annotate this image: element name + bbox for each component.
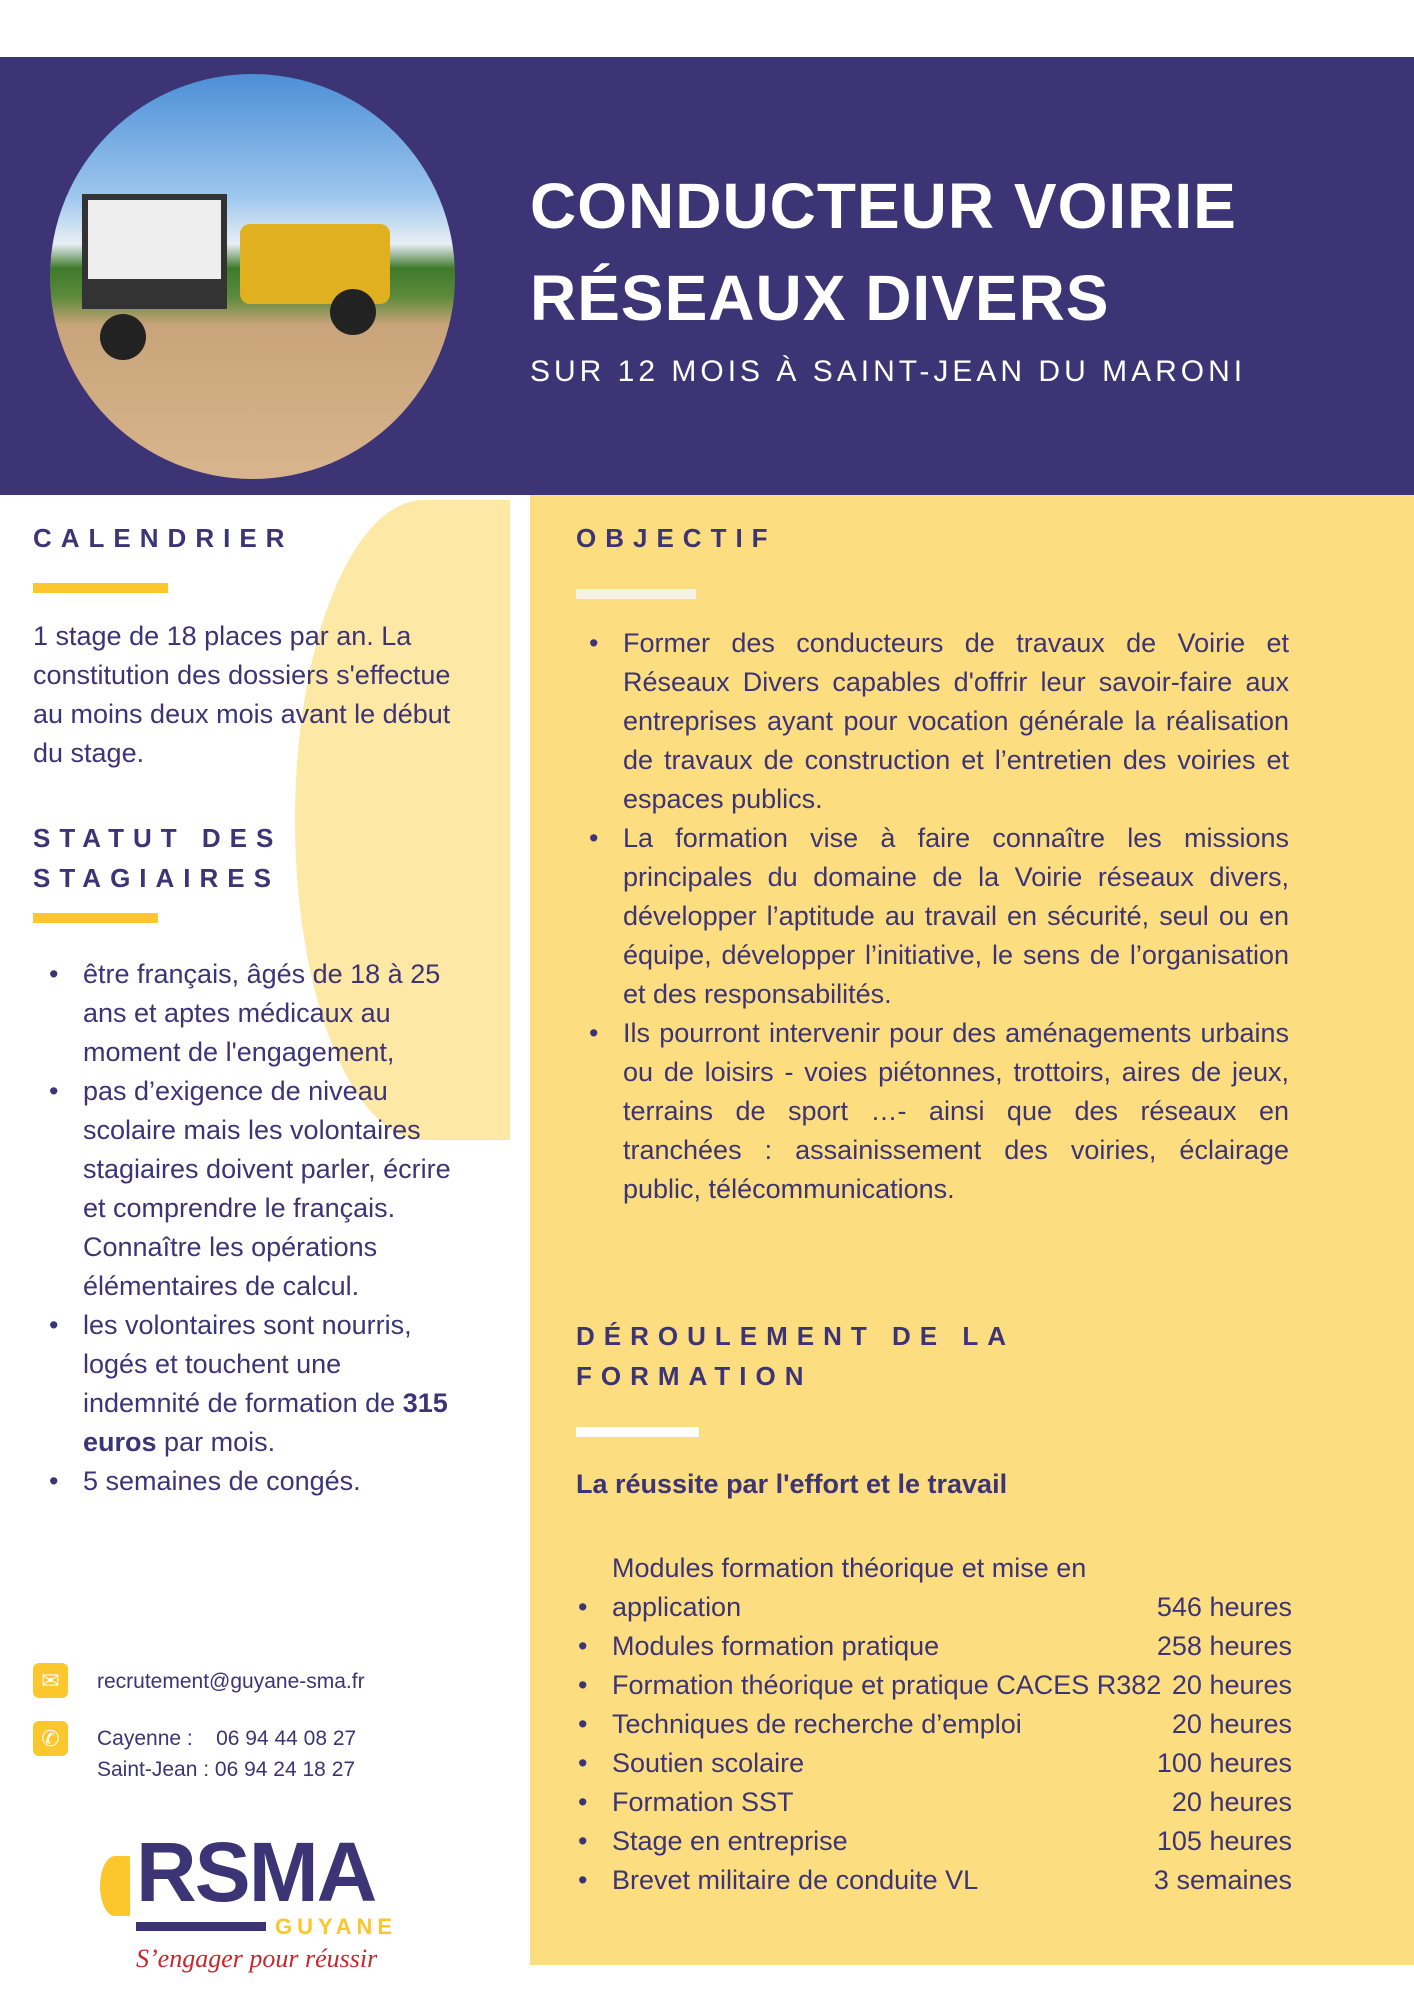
schedule-list [576,1549,1292,1900]
list-item: • Former des conducteurs de travaux de Voirie et Réseaux Divers capables d'offrir leur savoir-faire aux entreprises ayant pour vocation générale la réalisation de travaux de construction et l’entretien des voiries et espaces publics. [573,624,1289,819]
deroulement-heading: DÉROULEMENT DE LA FORMATION [576,1321,1015,1391]
logo-underline [136,1922,266,1931]
logo-region: GUYANE [275,1914,398,1939]
truck-illustration [82,194,227,309]
schedule-item-label: • Modules formation pratique [612,1631,940,1661]
calendrier-text: 1 stage de 18 places par an. La constitution des dossiers s'effectue au moins deux mois avant le début du stage. [33,621,451,768]
page-title: CONDUCTEUR VOIRIE RÉSEAUX DIVERS [530,170,1237,334]
schedule-item-duration: 100 heures [1156,1748,1292,1778]
calendrier-heading: CALENDRIER [33,523,294,553]
list-item: • être français, âgés de 18 à 25 ans et aptes médicaux au moment de l'engagement, [33,955,453,1072]
schedule-item [576,1822,1292,1861]
backhoe-illustration [240,224,390,304]
divider [33,913,158,923]
contact-phones: Cayenne : 06 94 44 08 27 Saint-Jean : 06 94 24 18 27 [97,1727,357,1781]
deroulement-subheading: La réussite par l'effort et le travail [576,1469,1008,1499]
phone-icon: ✆ [33,1721,68,1756]
divider [576,1427,699,1437]
schedule-item [576,1666,1292,1705]
schedule-item-duration: 258 heures [1156,1631,1292,1661]
schedule-item [576,1627,1292,1666]
schedule-item-label: • Techniques de recherche d’emploi [612,1709,1022,1739]
logo-tagline: S’engager pour réussir [136,1944,378,1973]
schedule-item-duration: 546 heures [1156,1592,1292,1622]
wheel [100,314,146,360]
divider [33,583,168,593]
statut-list [33,955,453,1501]
schedule-item-label: • Soutien scolaire [612,1748,805,1778]
list-item: • pas d’exigence de niveau scolaire mais les volontaires stagiaires doivent parler, écrire et comprendre le français. Connaître les opérations élémentaires de calcul. [33,1072,453,1306]
logo-name: RSMA [136,1825,376,1919]
list-item: • 5 semaines de congés. [33,1462,453,1501]
schedule-item-label: • Stage en entreprise [612,1826,848,1856]
schedule-item [576,1549,1292,1627]
statut-heading: STATUT DES STAGIAIRES [33,823,283,893]
schedule-item-label: • Brevet militaire de conduite VL [612,1865,979,1895]
wheel [330,289,376,335]
objectif-heading: OBJECTIF [576,523,777,553]
rsma-logo [100,1825,400,1981]
objectif-list [573,624,1289,1209]
divider [576,589,696,599]
schedule-item-duration: 20 heures [1171,1670,1292,1700]
schedule-item-label: • Formation théorique et pratique CACES R382 [612,1670,1162,1700]
envelope-icon: ✉ [33,1663,68,1698]
schedule-item-duration: 20 heures [1171,1787,1292,1817]
contact-email[interactable]: recrutement@guyane-sma.fr [97,1670,365,1693]
schedule-item [576,1705,1292,1744]
schedule-item [576,1861,1292,1900]
list-item: • Ils pourront intervenir pour des aménagements urbains ou de loisirs - voies piétonnes, trottoirs, aires de jeux, terrains de sport …- ainsi que des réseaux en tranchées : assainissement des voiries, éclairage public, télécommunications. [573,1014,1289,1209]
schedule-item-label: • Formation SST [612,1787,794,1817]
list-item: • les volontaires sont nourris, logés et touchent une indemnité de formation de 315 euros par mois. [33,1306,453,1462]
header-photo-construction-vehicles [50,74,455,479]
schedule-item-label: • Modules formation théorique et mise en application [612,1553,1087,1622]
list-item: • La formation vise à faire connaître les missions principales du domaine de la Voirie réseaux divers, développer l’aptitude au travail en sécurité, seul ou en équipe, développer l’initiative, le sens de l’organisation et des responsabilités. [573,819,1289,1014]
schedule-item-duration: 20 heures [1171,1709,1292,1739]
page-subtitle: SUR 12 MOIS À SAINT-JEAN DU MARONI [530,355,1247,388]
schedule-item [576,1783,1292,1822]
schedule-item [576,1744,1292,1783]
schedule-item-duration: 3 semaines [1153,1865,1292,1895]
anchor-icon [100,1856,130,1916]
schedule-item-duration: 105 heures [1156,1826,1292,1856]
